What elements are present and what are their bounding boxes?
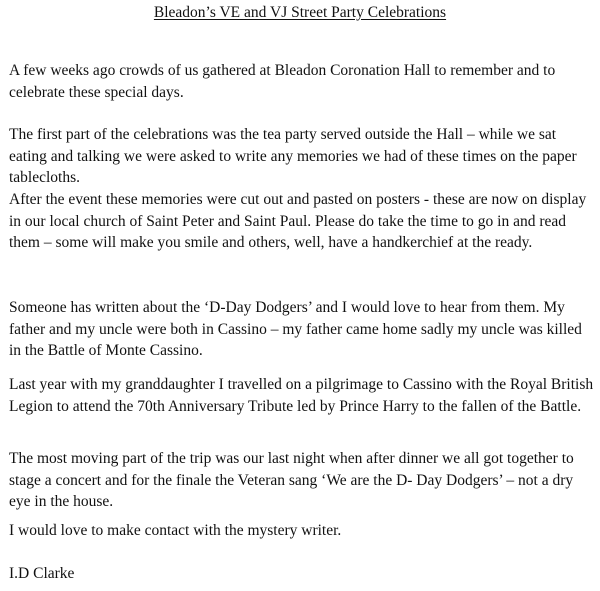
paragraph-concert: The most moving part of the trip was our last night when after dinner we all got together to stage a concert and for the finale the Veteran sang ‘We are the D- Day Dodgers’ – not a dry eye in the house.: [9, 450, 574, 511]
paragraph-pilgrimage: Last year with my granddaughter I travelled on a pilgrimage to Cassino with the Royal British Legion to attend the 70th Anniversary Tribute led by Prince Harry to the fallen of the Battle.: [9, 376, 594, 415]
signature: I.D Clarke: [9, 565, 75, 582]
paragraph-gathering: A few weeks ago crowds of us gathered at Bleadon Coronation Hall to remember and to celebrate these special days.: [9, 62, 556, 101]
page-title: Bleadon’s VE and VJ Street Party Celebrations: [153, 4, 447, 21]
paragraph-tea-party: The first part of the celebrations was the tea party served outside the Hall – while we sat eating and talking we were asked to write any memories we had of these times on the paper tablecloths.: [9, 126, 577, 187]
paragraph-dday-dodgers: Someone has written about the ‘D-Day Dodgers’ and I would love to hear from them. My father and my uncle were both in Cassino – my father came home sadly my uncle was killed in the Battle of Monte Cassino.: [9, 299, 582, 360]
paragraph-contact: I would love to make contact with the mystery writer.: [9, 522, 342, 539]
paragraph-posters: After the event these memories were cut out and pasted on posters - these are now on display in our local church of Saint Peter and Saint Paul. Please do take the time to go in and read them – some will make you smile and others, well, have a handkerchief at the ready.: [9, 191, 587, 252]
